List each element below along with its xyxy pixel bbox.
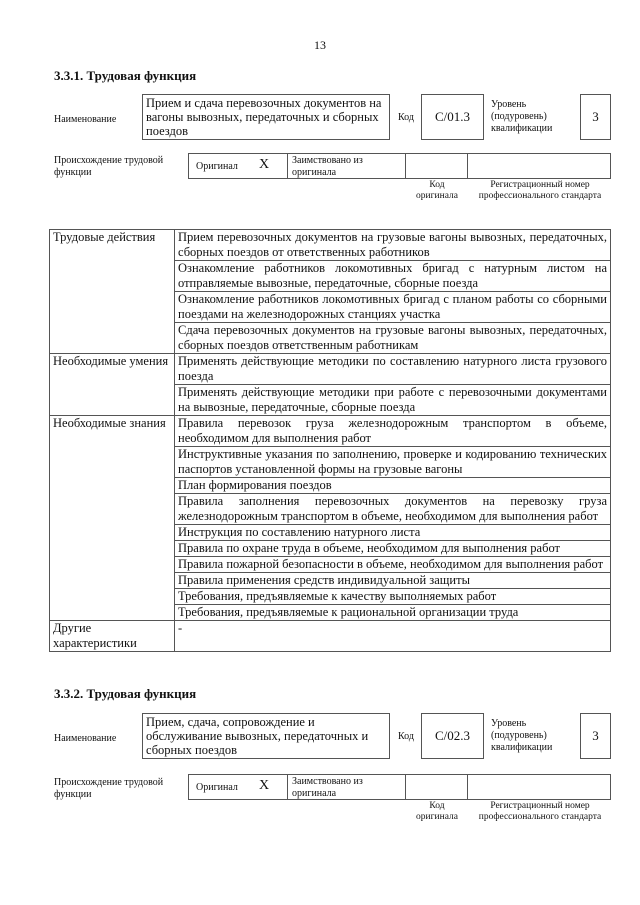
table-cell: Ознакомление работников локомотивных бригад с планом работы со сборными поездами на железнодорожных станциях участка [175,292,611,323]
table-cell: Применять действующие методики по составлению натурного листа грузового поезда [175,354,611,385]
row-label: Трудовые действия [50,230,175,354]
uroven-label: Уровень (подуровень) квалификации [491,99,553,134]
original-label: Оригинал [196,161,238,172]
page-number: 13 [314,38,326,52]
table-cell: Сдача перевозочных документов на грузовые вагоны вывозных, передаточных, сборных поездов ответственным работникам [175,323,611,354]
divider [467,774,468,800]
row-label: Необходимые умения [50,354,175,416]
function-name: Прием, сдача, сопровождение и обслуживание вывозных, передаточных и сборных поездов [142,713,390,759]
table-cell: Правила применения средств индивидуальной защиты [175,573,611,589]
table-cell: Правила заполнения перевозочных документов на перевозку груза железнодорожным транспортом в объеме, необходимом для выполнения работ [175,494,611,525]
uroven-label: Уровень (подуровень) квалификации [491,718,553,753]
table-cell: Инструкция по составлению натурного листа [175,525,611,541]
section-title: 3.3.2. Трудовая функция [54,686,197,701]
table-cell: Инструктивные указания по заполнению, проверке и кодированию технических паспортов установленной формы на грузовые вагоны [175,447,611,478]
table-cell: - [175,621,611,652]
divider [467,153,468,179]
table-cell: Правила по охране труда в объеме, необходимом для выполнения работ [175,541,611,557]
uroven-value: 3 [580,713,611,759]
origin-label: Происхождение трудовой функции [54,777,164,800]
divider [287,774,288,800]
origin-label: Происхождение трудовой функции [54,155,164,178]
naimenovanie-label: Наименование [54,733,117,744]
table-cell: Правила перевозок груза железнодорожным транспортом в объеме, необходимом для выполнения работ [175,416,611,447]
borrowed-label: Заимствовано из оригинала [292,776,363,799]
borrowed-label: Заимствовано из оригинала [292,155,363,178]
original-mark: X [259,778,270,793]
divider [287,153,288,179]
kod-label: Код [398,731,414,742]
reg-number-label: Регистрационный номер профессионального стандарта [478,180,602,201]
table-cell: План формирования поездов [175,478,611,494]
labor-function-table [49,229,611,652]
table-cell: Применять действующие методики при работе с перевозочными документами на вывозные, передаточные, сборные поезда [175,385,611,416]
divider [405,153,406,179]
kod-original-label: Код оригинала [416,801,458,822]
row-label: Необходимые знания [50,416,175,621]
kod-value: C/02.3 [421,713,484,759]
reg-number-label: Регистрационный номер профессионального стандарта [478,801,602,822]
kod-value: C/01.3 [421,94,484,140]
naimenovanie-label: Наименование [54,114,117,125]
table-cell: Ознакомление работников локомотивных бригад с натурным листом на отправляемые вывозные, передаточные, сборные поезда [175,261,611,292]
function-name: Прием и сдача перевозочных документов на вагоны вывозных, передаточных и сборных поездов [142,94,390,140]
original-mark: X [259,157,270,172]
kod-label: Код [398,112,414,123]
table-cell: Правила пожарной безопасности в объеме, необходимом для выполнения работ [175,557,611,573]
uroven-value: 3 [580,94,611,140]
kod-original-label: Код оригинала [416,180,458,201]
section-title: 3.3.1. Трудовая функция [54,68,197,83]
table-cell: Требования, предъявляемые к рациональной организации труда [175,605,611,621]
row-label: Другие характеристики [50,621,175,652]
divider [405,774,406,800]
table-cell: Прием перевозочных документов на грузовые вагоны вывозных, передаточных, сборных поездов от ответственных работников [175,230,611,261]
original-label: Оригинал [196,782,238,793]
table-cell: Требования, предъявляемые к качеству выполняемых работ [175,589,611,605]
